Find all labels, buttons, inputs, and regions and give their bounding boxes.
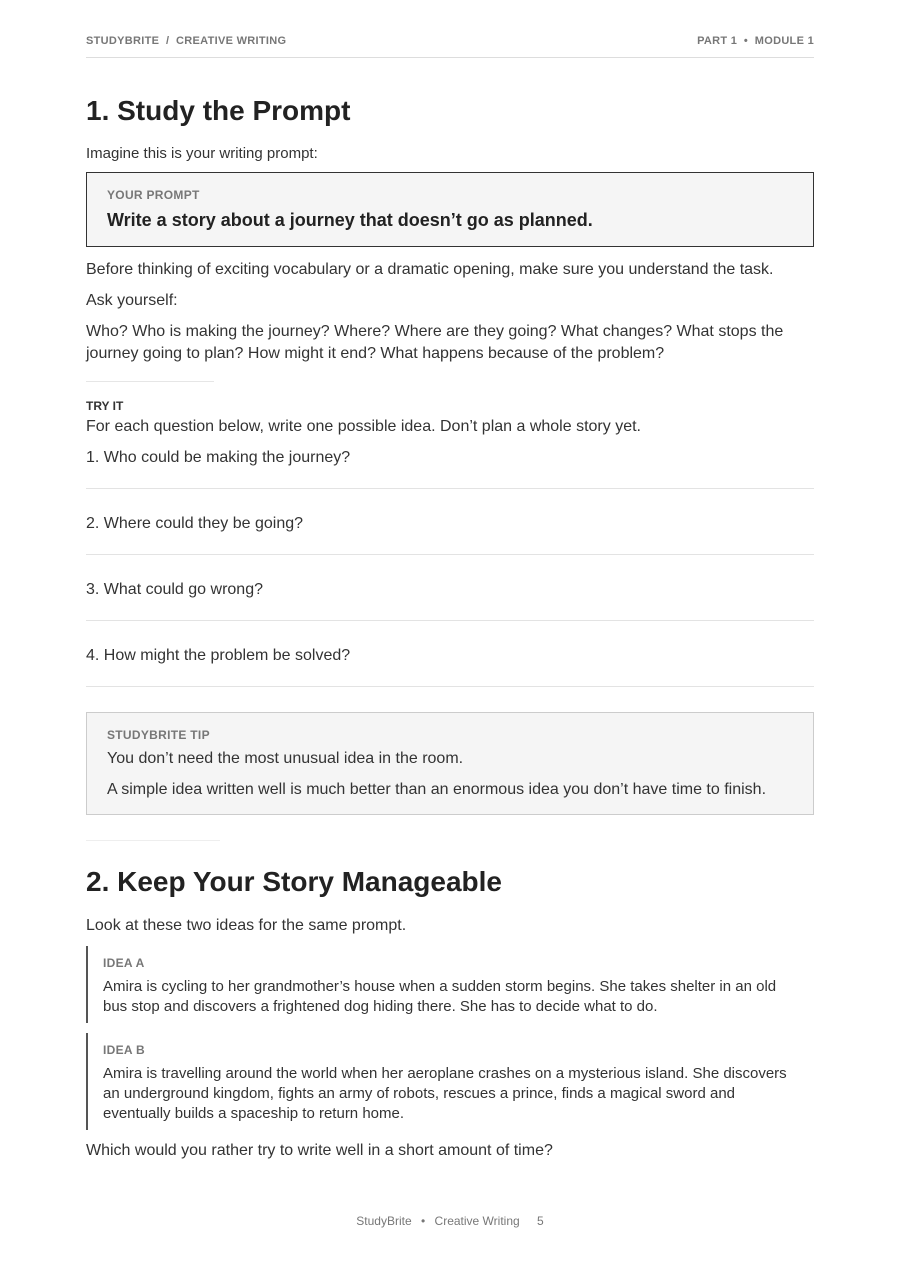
answer-line-2[interactable] <box>86 554 814 555</box>
tip-box <box>86 712 814 815</box>
idea-b-label: IDEA B <box>103 1043 146 1057</box>
question-2: 2. Where could they be going? <box>86 515 304 532</box>
ideas-intro: Look at these two ideas for the same prompt. <box>86 917 407 934</box>
closing-question: Which would you rather try to write well in a short amount of time? <box>86 1142 553 1159</box>
page-number: 5 <box>537 1214 544 1228</box>
footer-subject: Creative Writing <box>434 1214 520 1228</box>
page-footer <box>86 1214 814 1228</box>
worksheet-page <box>86 0 814 1272</box>
part-module-indicator: PART 1 • MODULE 1 <box>697 35 814 47</box>
answer-line-1[interactable] <box>86 488 814 489</box>
idea-a-text: Amira is cycling to her grandmother’s house when a sudden storm begins. She takes shelter in an old bus stop and discovers a frightened dog hiding there. She has to decide what to do. <box>103 978 777 1015</box>
prompt-text: Write a story about a journey that doesn’t go as planned. <box>107 210 593 230</box>
answer-line-4[interactable] <box>86 686 814 687</box>
idea-a-label: IDEA A <box>103 956 145 970</box>
section-2-title: 2. Keep Your Story Manageable <box>86 866 502 897</box>
tip-label: STUDYBRITE TIP <box>107 728 210 742</box>
prompt-box <box>86 172 814 247</box>
idea-a <box>86 946 814 1023</box>
footer-separator: • <box>420 1214 426 1228</box>
breadcrumb: STUDYBRITE / CREATIVE WRITING <box>86 35 287 47</box>
questions-paragraph: Who? Who is making the journey? Where? Where are they going? What changes? What stops the journey going to plan? How might it end? What happens because of the problem? <box>86 323 784 362</box>
prompt-label: YOUR PROMPT <box>107 188 200 202</box>
tip-line-1: You don’t need the most unusual idea in the room. <box>107 750 464 767</box>
idea-b-text: Amira is travelling around the world when her aeroplane crashes on a mysterious island. She discovers an underground kingdom, fights an army of robots, rescues a prince, finds a magical sword and eventually builds a spaceship to return home. <box>103 1065 787 1122</box>
question-3: 3. What could go wrong? <box>86 581 263 598</box>
try-it-label: TRY IT <box>86 399 124 413</box>
try-it-instruction: For each question below, write one possible idea. Don’t plan a whole story yet. <box>86 418 641 435</box>
divider <box>86 840 220 841</box>
question-1: 1. Who could be making the journey? <box>86 449 351 466</box>
task-paragraph: Before thinking of exciting vocabulary or a dramatic opening, make sure you understand the task. <box>86 261 774 278</box>
question-4: 4. How might the problem be solved? <box>86 647 351 664</box>
section-1-title: 1. Study the Prompt <box>86 95 351 126</box>
tip-line-2: A simple idea written well is much better than an enormous idea you don’t have time to finish. <box>107 781 767 798</box>
page-header <box>86 34 814 58</box>
divider <box>86 381 214 382</box>
ask-yourself: Ask yourself: <box>86 292 178 309</box>
idea-b <box>86 1033 814 1130</box>
footer-brand: StudyBrite <box>356 1214 412 1228</box>
answer-line-3[interactable] <box>86 620 814 621</box>
prompt-intro: Imagine this is your writing prompt: <box>86 145 318 162</box>
